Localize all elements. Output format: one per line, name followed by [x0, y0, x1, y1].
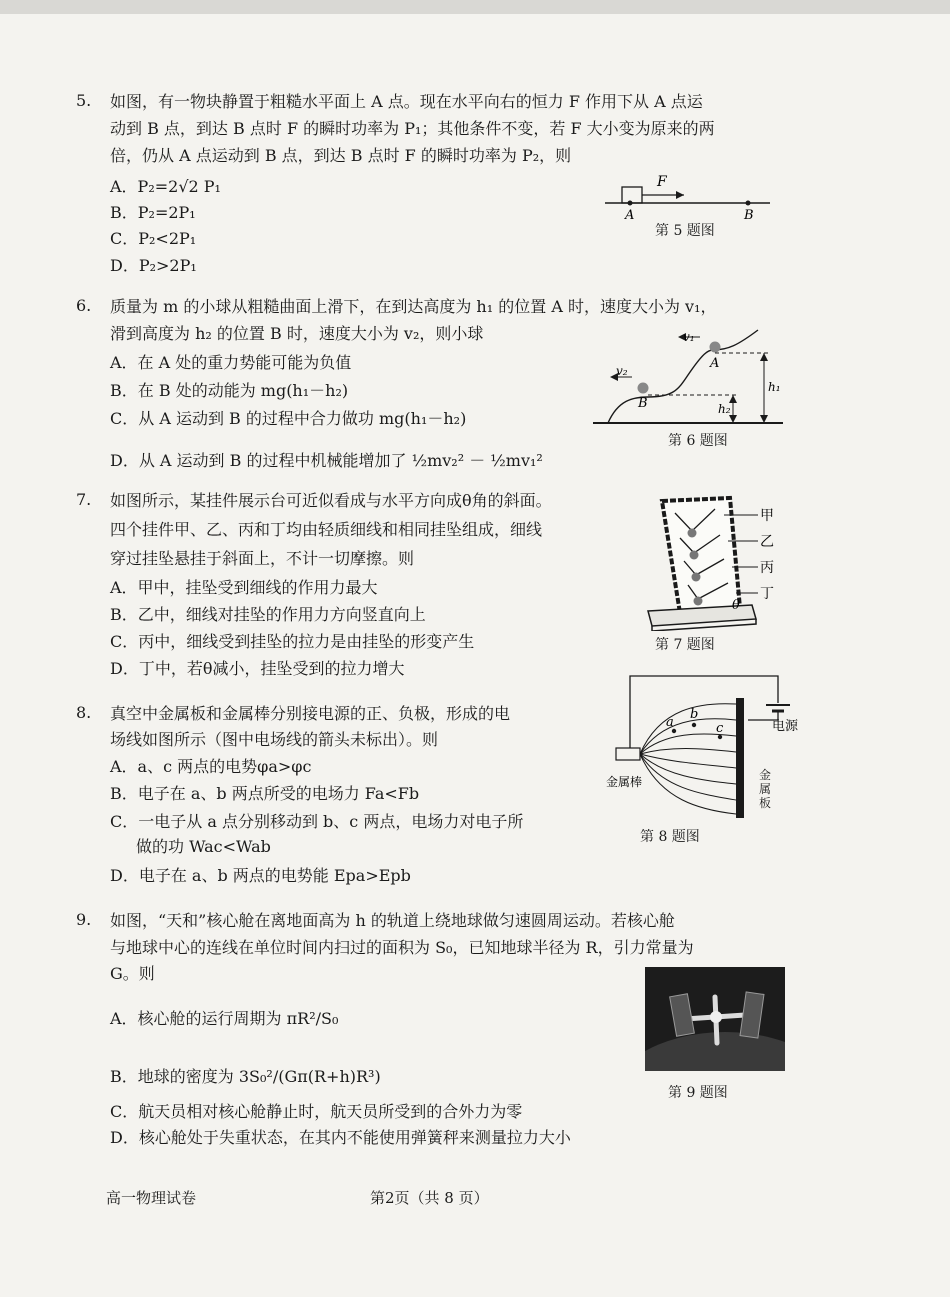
option-b: B．乙中，细线对挂坠的作用力方向竖直向上 [110, 605, 426, 624]
option-b: B．电子在 a、b 两点所受的电场力 Fa<Fb [110, 784, 420, 803]
question-text-line: G。则 [110, 964, 155, 983]
v2-label: v₂ [616, 364, 628, 378]
label-yi: 乙 [760, 534, 774, 550]
question-text-line: 动到 B 点，到达 B 点时 F 的瞬时功率为 P₁；其他条件不变，若 F 大小变为原来的两 [110, 119, 715, 138]
figure-8 [600, 668, 810, 823]
figure-6 [588, 325, 788, 430]
option-d: D．丁中，若θ减小，挂坠受到的拉力增大 [110, 659, 405, 678]
question-number: 5. [76, 91, 92, 110]
figure-caption: 第 8 题图 [640, 829, 700, 845]
point-b-label: B [638, 396, 648, 411]
point-a-label: a [666, 715, 674, 730]
figure-caption: 第 6 题图 [668, 433, 728, 449]
option-d: D．电子在 a、b 两点的电势能 Epa>Epb [110, 866, 411, 885]
figure-7 [640, 493, 780, 631]
question-text-line: 四个挂件甲、乙、丙和丁均由轻质细线和相同挂坠组成，细线 [110, 520, 543, 539]
question-text-line: 穿过挂坠悬挂于斜面上，不计一切摩擦。则 [110, 549, 415, 568]
question-text-line: 与地球中心的连线在单位时间内扫过的面积为 S₀，已知地球半径为 R，引力常量为 [110, 938, 694, 957]
option-c: C．P₂<2P₁ [110, 229, 197, 248]
option-c: C．航天员相对核心舱静止时，航天员所受到的合外力为零 [110, 1102, 523, 1121]
point-a-label: A [710, 356, 720, 371]
theta-label: θ [732, 598, 740, 613]
option-c: C．一电子从 a 点分别移动到 b、c 两点，电场力对电子所 [110, 812, 524, 831]
option-b: B．在 B 处的动能为 mg(h₁－h₂) [110, 381, 349, 400]
option-a: A．在 A 处的重力势能可能为负值 [110, 353, 352, 372]
figure-5 [590, 170, 790, 220]
option-b: B．P₂=2P₁ [110, 203, 196, 222]
option-c-continued: 做的功 Wac<Wab [136, 837, 271, 856]
option-c: C．从 A 运动到 B 的过程中合力做功 mg(h₁－h₂) [110, 409, 467, 428]
figure-caption: 第 7 题图 [655, 637, 715, 653]
option-d: D．从 A 运动到 B 的过程中机械能增加了 ½mv₂² － ½mv₁² [110, 451, 543, 470]
label-ding: 丁 [760, 586, 774, 602]
question-number: 7. [76, 490, 92, 509]
option-d: D．核心舱处于失重状态，在其内不能使用弹簧秤来测量拉力大小 [110, 1128, 571, 1147]
footer-subject: 高一物理试卷 [106, 1189, 197, 1207]
point-b-label: b [690, 707, 699, 722]
option-c: C．丙中，细线受到挂坠的拉力是由挂坠的形变产生 [110, 632, 475, 651]
question-text-line: 质量为 m 的小球从粗糙曲面上滑下，在到达高度为 h₁ 的位置 A 时，速度大小为 v₁， [110, 297, 717, 316]
option-d: D．P₂>2P₁ [110, 256, 197, 275]
option-b: B．地球的密度为 3S₀²/(Gπ(R+h)R³) [110, 1067, 381, 1086]
scan-top-edge [0, 0, 950, 14]
question-text-line: 如图所示，某挂件展示台可近似看成与水平方向成θ角的斜面。 [110, 491, 552, 510]
question-text-line: 倍，仍从 A 点运动到 B 点，到达 B 点时 F 的瞬时功率为 P₂，则 [110, 146, 572, 165]
figure-caption: 第 9 题图 [668, 1085, 728, 1101]
option-a: A．a、c 两点的电势φa>φc [110, 757, 312, 776]
power-supply-label: 电源 [772, 719, 799, 734]
point-c-label: c [716, 721, 724, 736]
label-jia: 甲 [760, 508, 774, 524]
h2-label: h₂ [718, 402, 731, 416]
point-a-label: A [625, 208, 635, 220]
point-b-label: B [744, 208, 754, 220]
metal-plate-label: 金属板 [759, 768, 772, 810]
question-number: 6. [76, 296, 92, 315]
option-a: A．甲中，挂坠受到细线的作用力最大 [110, 578, 378, 597]
h1-label: h₁ [768, 380, 781, 394]
question-text-line: 如图，有一物块静置于粗糙水平面上 A 点。现在水平向右的恒力 F 作用下从 A 点运 [110, 92, 703, 111]
question-number: 8. [76, 703, 92, 722]
v1-label: v₁ [683, 330, 695, 344]
label-bing: 丙 [760, 560, 774, 576]
force-label: F [657, 174, 667, 190]
figure-9-photo [645, 967, 785, 1071]
question-text-line: 真空中金属板和金属棒分别接电源的正、负极，形成的电 [110, 704, 511, 723]
figure-caption: 第 5 题图 [655, 223, 715, 239]
question-text-line: 场线如图所示（图中电场线的箭头未标出）。则 [110, 730, 439, 749]
metal-rod-label: 金属棒 [606, 775, 643, 789]
option-a: A．P₂=2√2 P₁ [110, 177, 221, 196]
footer-page-number: 第2页（共 8 页） [370, 1189, 489, 1207]
question-text-line: 滑到高度为 h₂ 的位置 B 时，速度大小为 v₂，则小球 [110, 324, 484, 343]
question-number: 9. [76, 910, 92, 929]
option-a: A．核心舱的运行周期为 πR²/S₀ [110, 1009, 339, 1028]
question-text-line: 如图，“天和”核心舱在离地面高为 h 的轨道上绕地球做匀速圆周运动。若核心舱 [110, 911, 675, 930]
